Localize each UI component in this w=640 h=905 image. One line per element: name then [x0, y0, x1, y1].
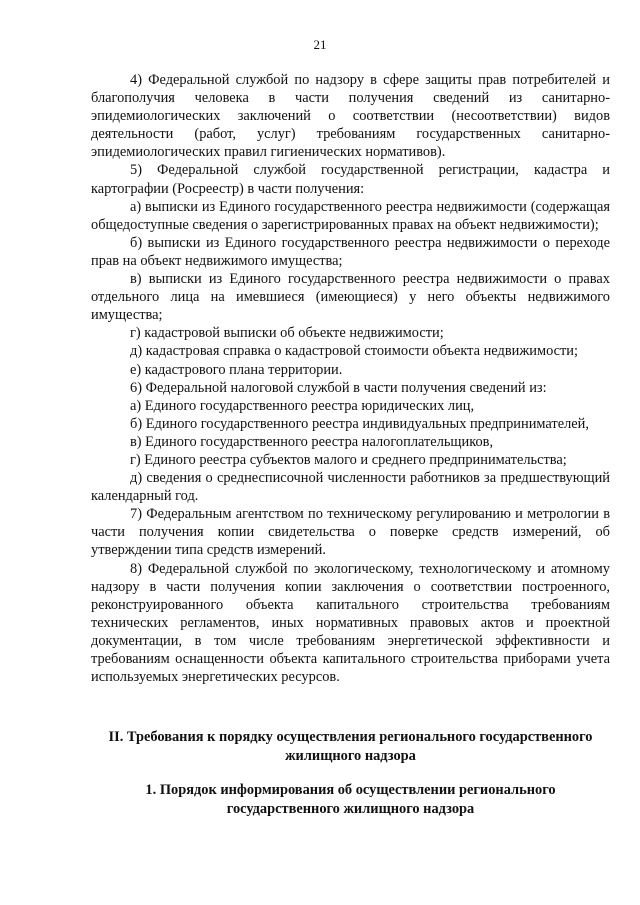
sub-heading-line-1: 1. Порядок информирования об осуществлении регионального [145, 782, 556, 798]
paragraph-item-4: 4) Федеральной службой по надзору в сфере защиты прав потребителей и благополучия человека в части получения сведений из санитарно-эпидемиологических заключений о соответствии (несоответствии) видов деятельности (работ, услуг) требованиям государственных санитарно-эпидемиологических правил гигиенических нормативов). [91, 72, 610, 161]
paragraph-6g: г) Единого реестра субъектов малого и среднего предпринимательства; [130, 451, 567, 468]
paragraph-item-6: 6) Федеральной налоговой службой в части получения сведений из: [130, 379, 547, 396]
paragraph-5d: д) кадастровая справка о кадастровой стоимости объекта недвижимости; [130, 343, 579, 360]
paragraph-item-5: 5) Федеральной службой государственной регистрации, кадастра и картографии (Росреестр) в части получения: [91, 162, 610, 197]
paragraph-5v: в) выписки из Единого государственного реестра недвижимости о правах отдельного лица на имевшиеся (имеющиеся) у него объекты недвижимого имущества; [91, 271, 610, 324]
sub-heading-line-2: государственного жилищного надзора [226, 801, 475, 817]
paragraph-6d: д) сведения о среднесписочной численности работников за предшествующий календарный год. [91, 470, 610, 505]
sub-heading [91, 781, 610, 819]
paragraph-5a: а) выписки из Единого государственного реестра недвижимости (содержащая общедоступные сведения о зарегистрированных правах на объект недвижимости); [91, 198, 610, 233]
paragraph-6v: в) Единого государственного реестра налогоплательщиков, [130, 433, 494, 450]
paragraph-item-8: 8) Федеральной службой по экологическому, технологическому и атомному надзору в части получения копии заключения о соответствии построенного, реконструированного объекта капитального строительства требованиям технических регламентов, иных нормативных правовых актов и проектной документации, в том числе требованиям энергетической эффективности и требованиям оснащенности объекта капитального строительства приборами учета используемых энергетических ресурсов. [91, 560, 610, 686]
paragraph-5g: г) кадастровой выписки об объекте недвижимости; [130, 325, 444, 342]
paragraph-item-7: 7) Федеральным агентством по техническому регулированию и метрологии в части получения копии свидетельства о поверке средств измерений, об утверждении типа средств измерений. [91, 506, 610, 559]
paragraph-5b: б) выписки из Единого государственного реестра недвижимости о переходе прав на объект недвижимого имущества; [91, 234, 610, 269]
section-heading: II. Требования к порядку осуществления регионального государственного жилищного надзора [108, 729, 593, 764]
page-number: 21 [313, 37, 327, 52]
paragraph-5e: е) кадастрового плана территории. [130, 361, 343, 378]
body-text [91, 71, 610, 686]
paragraph-6b: б) Единого государственного реестра индивидуальных предпринимателей, [130, 415, 589, 432]
paragraph-6a: а) Единого государственного реестра юридических лиц, [130, 397, 475, 414]
